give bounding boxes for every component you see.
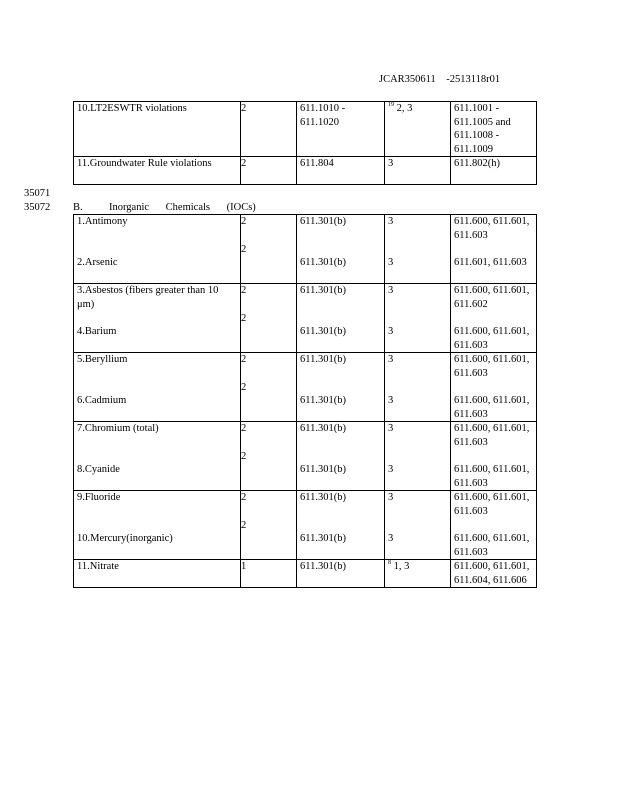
item-number: 11. [77, 158, 90, 169]
tier-value: 2 [241, 381, 247, 393]
method-value: 2, 3 [396, 103, 413, 114]
routine-section: 611.301(b) [300, 257, 346, 268]
item-cell [74, 215, 241, 284]
tier-cell [241, 560, 297, 588]
tier-cell [241, 215, 297, 284]
method-value: 3 [388, 158, 394, 169]
item-name: Groundwater Rule violations [89, 158, 212, 169]
table-row [74, 102, 537, 157]
routine-section: 611.1010 - 611.1020 [300, 103, 346, 128]
tier-value: 2 [241, 158, 247, 169]
item-number: 2. [77, 257, 85, 268]
citation-cell [451, 284, 537, 353]
item-entry [77, 463, 237, 490]
item-entry [77, 491, 237, 518]
citation-value: 611.600, 611.601, 611.603 [454, 533, 530, 558]
method-cell [385, 422, 451, 491]
routine-section: 611.301(b) [300, 216, 346, 227]
tier-value: 2 [241, 312, 247, 324]
method-cell [385, 157, 451, 185]
routine-section: 611.301(b) [300, 561, 346, 572]
method-entry [388, 157, 447, 184]
method-entry [388, 353, 447, 380]
method-value: 1, 3 [393, 561, 410, 572]
item-name: Barium [84, 326, 117, 337]
tier-value: 2 [241, 354, 247, 365]
method-cell [385, 215, 451, 284]
item-entry [77, 157, 237, 184]
item-entry [77, 560, 237, 587]
header-code: JCAR350611 [379, 74, 436, 85]
method-entry [388, 532, 447, 559]
citation-value: 611.600, 611.601, 611.603 [454, 354, 530, 379]
tier-cell [241, 284, 297, 353]
item-name: Nitrate [89, 561, 119, 572]
routine-cell [297, 102, 385, 157]
citation-value: 611.600, 611.601, 611.603 [454, 464, 530, 489]
item-name: Antimony [84, 216, 128, 227]
item-entry [77, 256, 237, 283]
method-value: 3 [388, 285, 394, 296]
tier-value: 2 [241, 243, 247, 255]
method-value: 3 [388, 533, 394, 544]
table-row [74, 215, 537, 284]
item-number: 7. [77, 423, 85, 434]
item-entry [77, 353, 237, 380]
item-name: Cyanide [84, 464, 120, 475]
routine-cell [297, 284, 385, 353]
section-title: Inorganic Chemicals (IOCs) [109, 202, 256, 213]
item-number: 6. [77, 395, 85, 406]
tier-value: 2 [241, 103, 247, 114]
ioc-table [73, 214, 537, 588]
tier-cell [241, 157, 297, 185]
item-entry [77, 215, 237, 242]
method-entry [388, 491, 447, 518]
routine-cell [297, 353, 385, 422]
table-row [74, 560, 537, 588]
method-value: 3 [388, 464, 394, 475]
item-cell [74, 157, 241, 185]
routine-section: 611.301(b) [300, 492, 346, 503]
violations-table [73, 101, 537, 185]
tier-value: 2 [241, 519, 247, 531]
routine-section: 611.301(b) [300, 423, 346, 434]
footnote-marker: 19 [388, 102, 394, 108]
routine-section: 611.301(b) [300, 395, 346, 406]
citation-value: 611.802(h) [454, 158, 500, 169]
line-number: 35072 [24, 202, 51, 213]
method-entry [388, 102, 447, 129]
item-number: 4. [77, 326, 85, 337]
citation-cell [451, 102, 537, 157]
item-entry [77, 325, 237, 352]
item-name: Mercury(inorganic) [90, 533, 173, 544]
citation-cell [451, 491, 537, 560]
table-row [74, 353, 537, 422]
citation-value: 611.600, 611.601, 611.602 [454, 285, 530, 310]
routine-cell [297, 215, 385, 284]
header-doc-id: -2513118r01 [446, 74, 501, 85]
item-entry [77, 284, 237, 311]
tier-cell [241, 353, 297, 422]
tier-value: 2 [241, 450, 247, 462]
citation-cell [451, 215, 537, 284]
citation-value: 611.600, 611.601, 611.604, 611.606 [454, 561, 530, 586]
item-cell [74, 422, 241, 491]
routine-cell [297, 422, 385, 491]
item-number: 9. [77, 492, 85, 503]
item-name: Arsenic [84, 257, 118, 268]
citation-value: 611.600, 611.601, 611.603 [454, 326, 530, 351]
routine-cell [297, 157, 385, 185]
routine-section: 611.301(b) [300, 354, 346, 365]
tier-value: 2 [241, 423, 247, 434]
routine-cell [297, 560, 385, 588]
method-entry [388, 284, 447, 311]
routine-section: 611.301(b) [300, 285, 346, 296]
citation-cell [451, 353, 537, 422]
routine-section: 611.804 [300, 158, 334, 169]
method-entry [388, 560, 447, 587]
footnote-marker: 8 [388, 560, 391, 566]
tier-value: 2 [241, 216, 247, 227]
method-value: 3 [388, 216, 394, 227]
table-row [74, 422, 537, 491]
method-cell [385, 560, 451, 588]
method-cell [385, 353, 451, 422]
item-cell [74, 353, 241, 422]
section-letter: B. [73, 202, 83, 213]
tier-value: 2 [241, 492, 247, 503]
item-cell [74, 284, 241, 353]
method-entry [388, 215, 447, 242]
method-cell [385, 102, 451, 157]
method-entry [388, 422, 447, 449]
item-number: 10. [77, 103, 91, 114]
routine-section: 611.301(b) [300, 464, 346, 475]
item-name: Fluoride [84, 492, 121, 503]
item-number: 5. [77, 354, 85, 365]
method-value: 3 [388, 395, 394, 406]
citation-value: 611.601, 611.603 [454, 257, 527, 268]
citation-value: 611.600, 611.601, 611.603 [454, 395, 530, 420]
citation-value: 611.1001 - 611.1005 and 611.1008 - 611.1009 [454, 103, 511, 155]
tier-cell [241, 422, 297, 491]
item-number: 1. [77, 216, 85, 227]
citation-cell [451, 422, 537, 491]
method-value: 3 [388, 326, 394, 337]
method-value: 3 [388, 423, 394, 434]
method-value: 3 [388, 492, 394, 503]
item-name: Beryllium [84, 354, 128, 365]
item-entry [77, 422, 237, 449]
page-header [379, 73, 500, 87]
item-name: Asbestos (fibers greater than 10 μm) [77, 285, 219, 310]
method-entry [388, 256, 447, 283]
table-row [74, 157, 537, 185]
routine-cell [297, 491, 385, 560]
item-number: 3. [77, 285, 85, 296]
item-cell [74, 560, 241, 588]
table-row [74, 491, 537, 560]
method-value: 3 [388, 257, 394, 268]
tier-cell [241, 102, 297, 157]
item-entry [77, 532, 237, 559]
tier-value: 1 [241, 561, 247, 572]
method-entry [388, 325, 447, 352]
citation-value: 611.600, 611.601, 611.603 [454, 423, 530, 448]
routine-section: 611.301(b) [300, 326, 346, 337]
method-cell [385, 491, 451, 560]
item-entry [77, 102, 237, 129]
item-name: Cadmium [84, 395, 127, 406]
method-entry [388, 463, 447, 490]
item-cell [74, 102, 241, 157]
item-entry [77, 394, 237, 421]
item-cell [74, 491, 241, 560]
line-number: 35071 [24, 188, 51, 199]
item-number: 10. [77, 533, 91, 544]
item-name: Chromium (total) [84, 423, 159, 434]
citation-cell [451, 157, 537, 185]
item-number: 8. [77, 464, 85, 475]
tier-value: 2 [241, 285, 247, 296]
method-entry [388, 394, 447, 421]
method-cell [385, 284, 451, 353]
citation-cell [451, 560, 537, 588]
item-name: LT2ESWTR violations [90, 103, 187, 114]
tier-cell [241, 491, 297, 560]
item-number: 11. [77, 561, 90, 572]
citation-value: 611.600, 611.601, 611.603 [454, 216, 530, 241]
routine-section: 611.301(b) [300, 533, 346, 544]
citation-value: 611.600, 611.601, 611.603 [454, 492, 530, 517]
method-value: 3 [388, 354, 394, 365]
table-row [74, 284, 537, 353]
